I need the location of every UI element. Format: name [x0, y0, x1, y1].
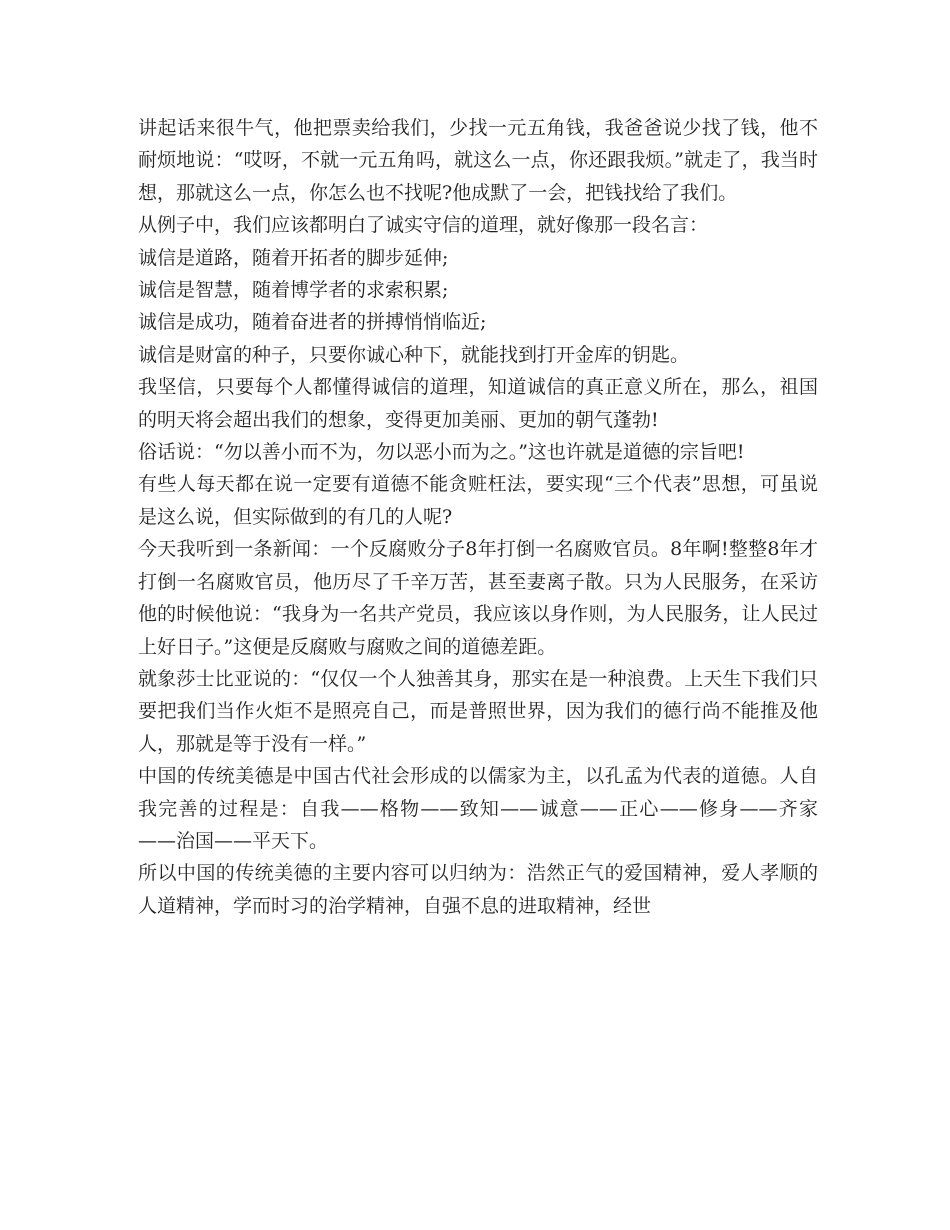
paragraph: 有些人每天都在说一定要有道德不能贪赃枉法，要实现“三个代表”思想，可虽说是这么说，但实际做到的有几的人呢? [138, 473, 818, 528]
paragraph: 诚信是财富的种子，只要你诚心种下，就能找到打开金库的钥匙。 [138, 343, 690, 366]
paragraph: 中国的传统美德是中国古代社会形成的以儒家为主，以孔孟为代表的道德。人自我完善的过程是：自我——格物——致知——诚意——正心——修身——齐家——治国——平天下。 [138, 765, 818, 852]
paragraph: 就象莎士比亚说的：“仅仅一个人独善其身，那实在是一种浪费。上天生下我们只要把我们当作火炬不是照亮自己，而是普照世界，因为我们的德行尚不能推及他人，那就是等于没有一样。” [138, 667, 818, 755]
paragraph: 今天我听到一条新闻：一个反腐败分子8年打倒一名腐败官员。8年啊!整整8年才打倒一名腐败官员，他历尽了千辛万苦，甚至妻离子散。只为人民服务，在采访他的时候他说：“我身为一名共产党员，我应该以身作则，为人民服务，让人民过上好日子。”这便是反腐败与腐败之间的道德差距。 [138, 538, 818, 658]
paragraph: 从例子中，我们应该都明白了诚实守信的道理，就好像那一段名言： [138, 214, 709, 237]
paragraph: 诚信是智慧，随着博学者的求索积累; [138, 279, 449, 302]
document-body [138, 112, 818, 922]
paragraph: 所以中国的传统美德的主要内容可以归纳为：浩然正气的爱国精神，爱人孝顺的人道精神，学而时习的治学精神，自强不息的进取精神，经世 [138, 862, 818, 917]
paragraph: 我坚信，只要每个人都懂得诚信的道理，知道诚信的真正意义所在，那么，祖国的明天将会超出我们的想象，变得更加美丽、更加的朝气蓬勃! [138, 376, 818, 431]
paragraph: 讲起话来很牛气，他把票卖给我们，少找一元五角钱，我爸爸说少找了钱，他不耐烦地说：“哎呀，不就一元五角吗，就这么一点，你还跟我烦。”就走了，我当时想，那就这么一点，你怎么也不找呢?他成默了一会，把钱找给了我们。 [138, 117, 818, 204]
paragraph: 诚信是成功，随着奋进者的拼搏悄悄临近; [138, 311, 487, 334]
paragraph: 俗话说：“勿以善小而不为，勿以恶小而为之。”这也许就是道德的宗旨吧! [138, 441, 745, 464]
paragraph: 诚信是道路，随着开拓者的脚步延伸; [138, 246, 449, 269]
